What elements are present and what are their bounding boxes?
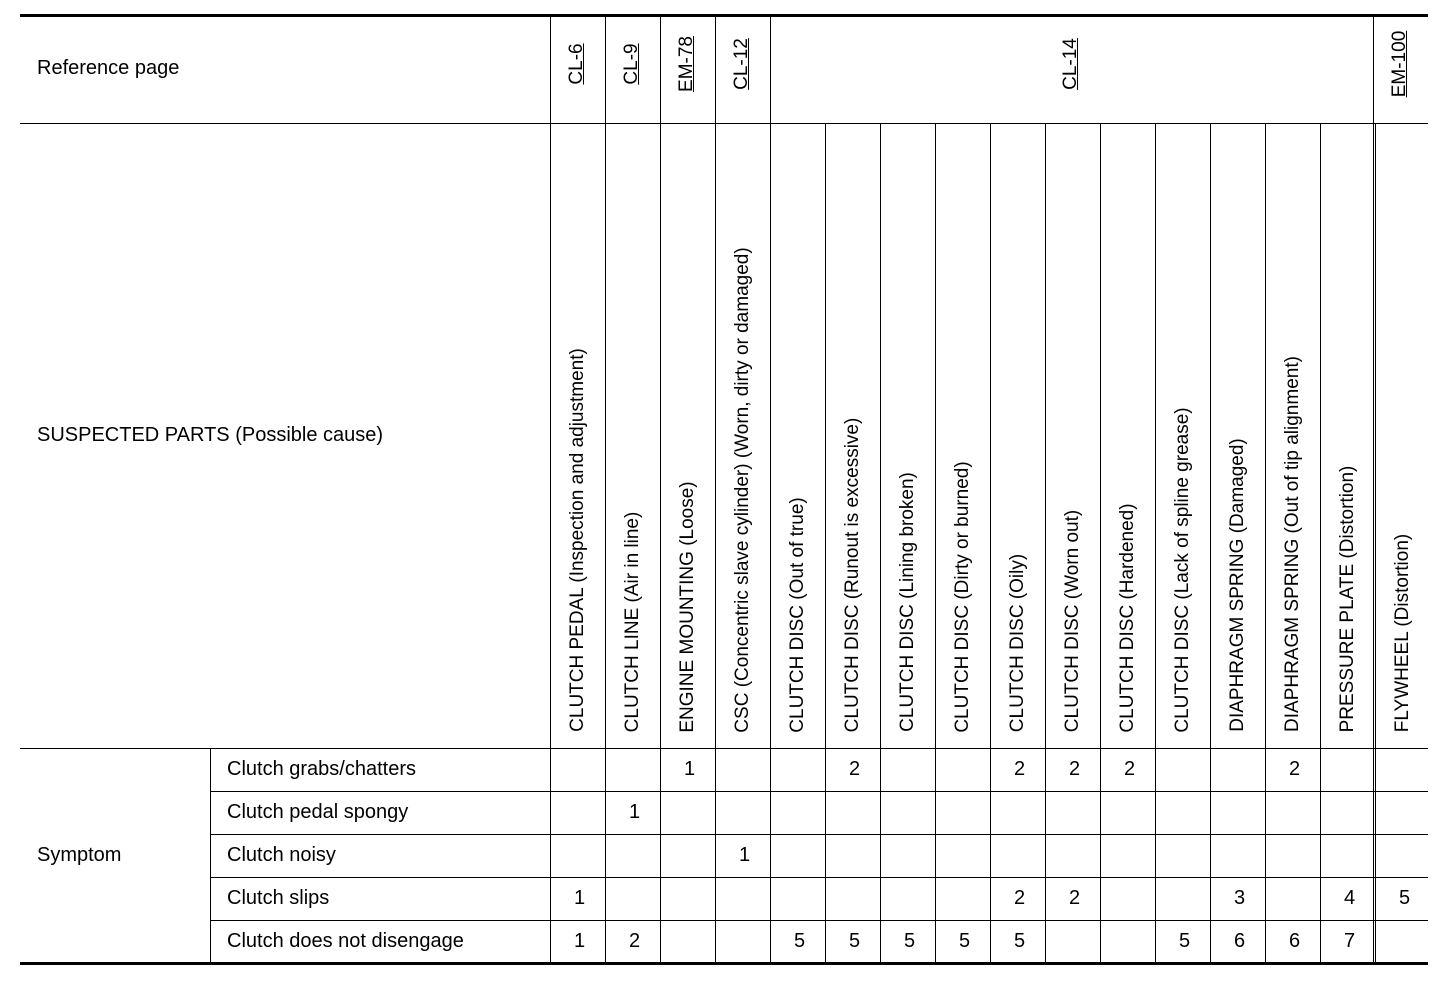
priority-cell: 1 bbox=[683, 758, 696, 780]
priority-cell: 2 bbox=[1068, 887, 1081, 909]
priority-cell: 6 bbox=[1288, 930, 1301, 952]
ref-cl-6-link[interactable]: CL-6 bbox=[566, 43, 587, 85]
priority-cell: 5 bbox=[1178, 930, 1191, 952]
priority-cell: 1 bbox=[738, 844, 751, 866]
part-label: CLUTCH LINE (Air in line) bbox=[622, 511, 643, 732]
priority-cell: 2 bbox=[1013, 758, 1026, 780]
part-col-divider bbox=[990, 123, 991, 963]
priority-cell: 2 bbox=[848, 758, 861, 780]
symptom-label: Clutch slips bbox=[227, 887, 330, 909]
part-label: CLUTCH DISC (Hardened) bbox=[1117, 502, 1138, 733]
part-label: CLUTCH DISC (Dirty or burned) bbox=[952, 460, 973, 733]
symptom-label: Clutch pedal spongy bbox=[227, 801, 409, 823]
part-label: CSC (Concentric slave cylinder) (Worn, dirty or damaged) bbox=[732, 246, 753, 733]
suspected-parts-label: SUSPECTED PARTS (Possible cause) bbox=[37, 424, 384, 446]
part-col-divider bbox=[1045, 123, 1046, 963]
part-col-divider bbox=[1210, 123, 1211, 963]
symptom-label: Clutch grabs/chatters bbox=[227, 758, 416, 780]
part-label: FLYWHEEL (Distortion) bbox=[1392, 533, 1413, 733]
part-col-divider bbox=[1320, 123, 1321, 963]
priority-cell: 4 bbox=[1343, 887, 1356, 909]
priority-cell: 6 bbox=[1233, 930, 1246, 952]
label-col-divider bbox=[550, 16, 551, 963]
priority-cell: 1 bbox=[573, 887, 586, 909]
row-divider-1 bbox=[210, 791, 1428, 792]
part-label: DIAPHRAGM SPRING (Damaged) bbox=[1227, 438, 1248, 732]
part-col-divider bbox=[880, 123, 881, 963]
symptom-label: Clutch noisy bbox=[227, 844, 336, 866]
part-col-divider bbox=[825, 123, 826, 963]
part-label: ENGINE MOUNTING (Loose) bbox=[677, 480, 698, 733]
part-label: CLUTCH DISC (Lack of spline grease) bbox=[1172, 406, 1193, 733]
priority-cell: 5 bbox=[1398, 887, 1411, 909]
part-label: CLUTCH DISC (Worn out) bbox=[1062, 509, 1083, 733]
priority-cell: 3 bbox=[1233, 887, 1246, 909]
ref-divider-1 bbox=[605, 16, 606, 963]
symptom-col-divider bbox=[210, 748, 211, 963]
ref-cl-9-link[interactable]: CL-9 bbox=[621, 43, 642, 85]
ref-divider-4 bbox=[770, 16, 771, 963]
ref-divider-3 bbox=[715, 16, 716, 963]
priority-cell: 1 bbox=[628, 801, 641, 823]
symptom-group-label: Symptom bbox=[37, 844, 122, 866]
part-label: CLUTCH DISC (Oily) bbox=[1007, 553, 1028, 733]
priority-cell: 2 bbox=[628, 930, 641, 952]
part-col-divider bbox=[935, 123, 936, 963]
part-label: CLUTCH DISC (Out of true) bbox=[787, 496, 808, 733]
part-label: CLUTCH DISC (Lining broken) bbox=[897, 472, 918, 732]
ref-divider-5 bbox=[1373, 16, 1374, 963]
part-col-divider bbox=[1375, 123, 1376, 963]
priority-cell: 5 bbox=[848, 930, 861, 952]
header-bottom-rule bbox=[20, 748, 1428, 749]
part-col-divider bbox=[1265, 123, 1266, 963]
priority-cell: 1 bbox=[573, 930, 586, 952]
priority-cell: 2 bbox=[1068, 758, 1081, 780]
ref-em-100-link[interactable]: EM-100 bbox=[1389, 30, 1410, 98]
priority-cell: 5 bbox=[1013, 930, 1026, 952]
part-col-divider bbox=[1155, 123, 1156, 963]
part-label: CLUTCH PEDAL (Inspection and adjustment) bbox=[567, 348, 588, 732]
priority-cell: 7 bbox=[1343, 930, 1356, 952]
ref-cl-14-link[interactable]: CL-14 bbox=[1060, 38, 1081, 90]
symptom-label: Clutch does not disengage bbox=[227, 930, 464, 952]
part-col-divider bbox=[1100, 123, 1101, 963]
part-label: CLUTCH DISC (Runout is excessive) bbox=[842, 417, 863, 732]
priority-cell: 2 bbox=[1288, 758, 1301, 780]
ref-cl-12-link[interactable]: CL-12 bbox=[731, 38, 752, 90]
top-rule bbox=[20, 14, 1428, 17]
priority-cell: 5 bbox=[958, 930, 971, 952]
part-label: PRESSURE PLATE (Distortion) bbox=[1337, 465, 1358, 732]
priority-cell: 2 bbox=[1013, 887, 1026, 909]
priority-cell: 2 bbox=[1123, 758, 1136, 780]
priority-cell: 5 bbox=[793, 930, 806, 952]
reference-page-label: Reference page bbox=[37, 57, 180, 79]
priority-cell: 5 bbox=[903, 930, 916, 952]
part-label: DIAPHRAGM SPRING (Out of tip alignment) bbox=[1282, 356, 1303, 732]
ref-em-78-link[interactable]: EM-78 bbox=[676, 36, 697, 92]
row-divider-2 bbox=[210, 834, 1428, 835]
ref-row-divider bbox=[20, 123, 1428, 124]
